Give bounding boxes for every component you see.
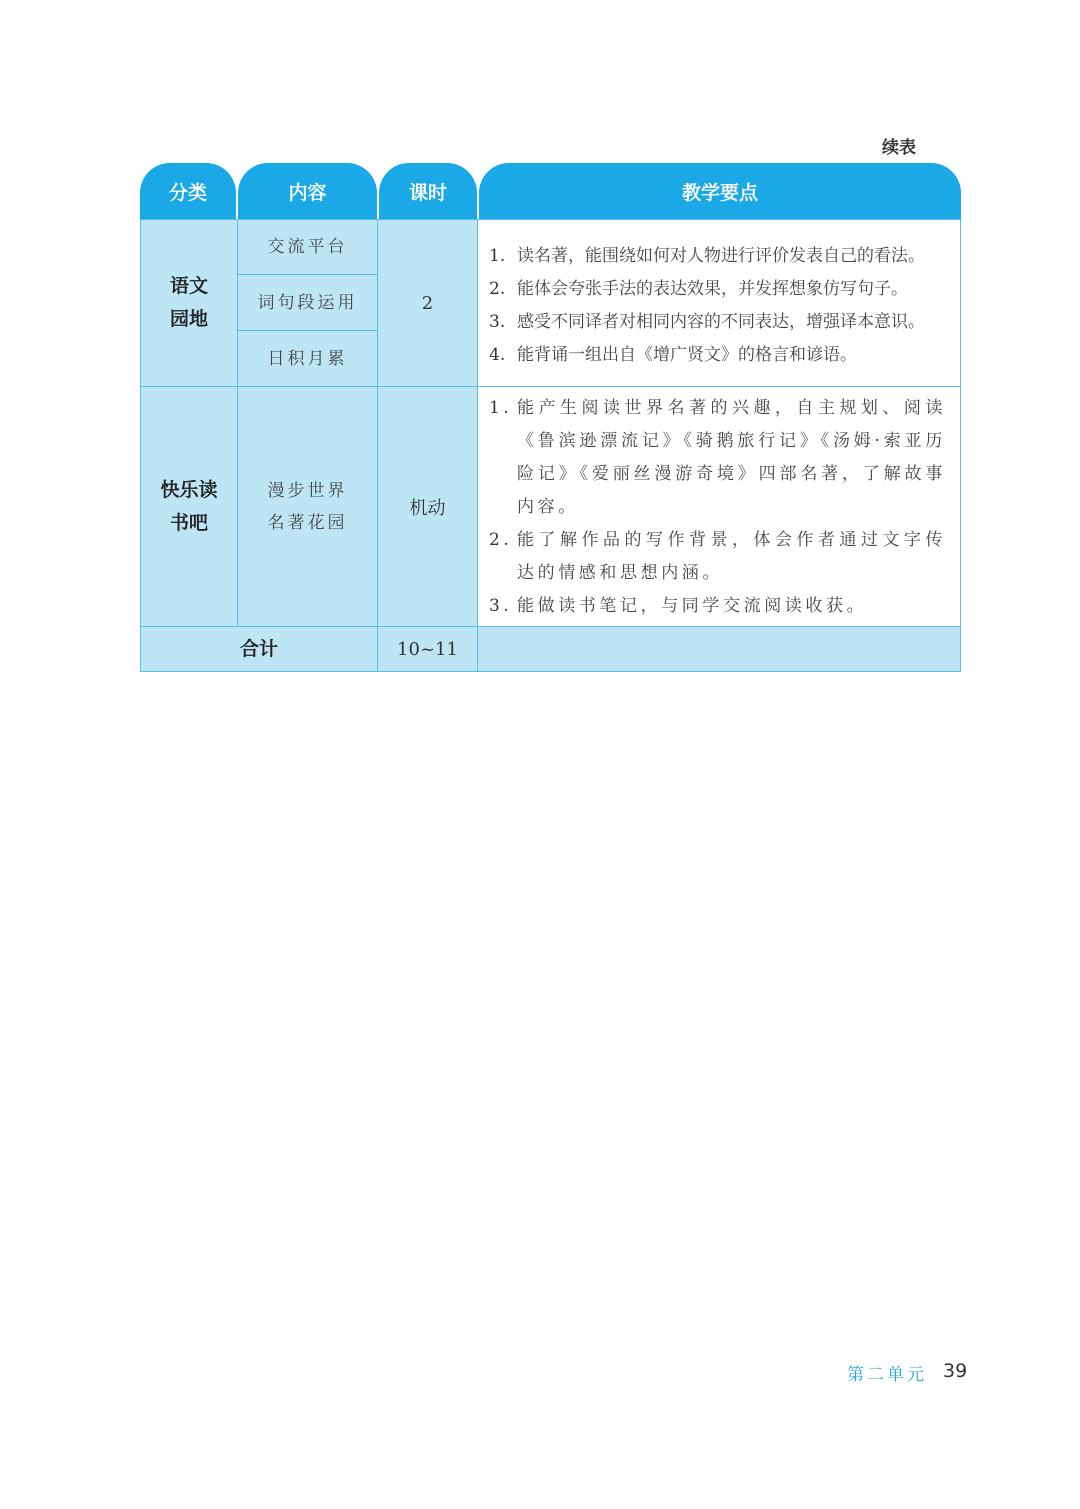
page-number: 39 [943,1360,968,1382]
header-content: 内容 [238,163,377,219]
list-item: 3. 能做读书笔记，与同学交流阅读收获。 [489,596,868,616]
hours-cell: 机动 [377,386,478,627]
category-line: 快乐读 [160,478,218,501]
content-cell: 交流平台 [237,219,378,275]
list-item: 3. 感受不同译者对相同内容的不同表达，增强译本意识。 [489,312,925,332]
category-line: 书吧 [169,511,208,534]
teaching-points-cell [477,219,961,387]
unit-label: 第二单元 [847,1365,927,1385]
content-line: 名著花园 [267,512,348,533]
table-continued-label: 续表 [882,138,916,158]
category-line: 语文 [169,275,208,297]
category-cell-kuaile-dushuba [140,386,238,627]
total-hours-cell: 10~11 [377,626,478,672]
teaching-points-cell [477,386,961,627]
header-hours: 课时 [379,163,477,219]
list-item: 2. 能体会夸张手法的表达效果，并发挥想象仿写句子。 [489,279,908,299]
total-label-cell: 合计 [140,626,378,672]
curriculum-table [140,219,961,672]
teaching-points-list [489,392,946,623]
category-cell-yuwen-yuandi [140,219,238,387]
header-category: 分类 [140,163,236,219]
list-item: 1. 能产生阅读世界名著的兴趣，自主规划、阅读《鲁滨逊漂流记》《骑鹅旅行记》《汤姆·索亚历险记》《爱丽丝漫游奇境》四部名著，了解故事内容。 [489,398,946,517]
content-cell: 词句段运用 [237,274,378,331]
list-item: 4. 能背诵一组出自《增广贤文》的格言和谚语。 [489,345,857,365]
content-cell: 日积月累 [237,330,378,387]
hours-cell: 2 [377,219,478,387]
total-empty-cell [477,626,961,672]
teaching-points-list [489,240,925,372]
table-header [140,163,961,219]
header-teaching-points: 教学要点 [479,163,961,219]
list-item: 2. 能了解作品的写作背景，体会作者通过文字传达的情感和思想内涵。 [489,530,946,583]
list-item: 1. 读名著，能围绕如何对人物进行评价发表自己的看法。 [489,246,925,266]
category-line: 园地 [169,308,208,330]
content-cell [237,386,378,627]
content-line: 漫步世界 [267,480,348,501]
